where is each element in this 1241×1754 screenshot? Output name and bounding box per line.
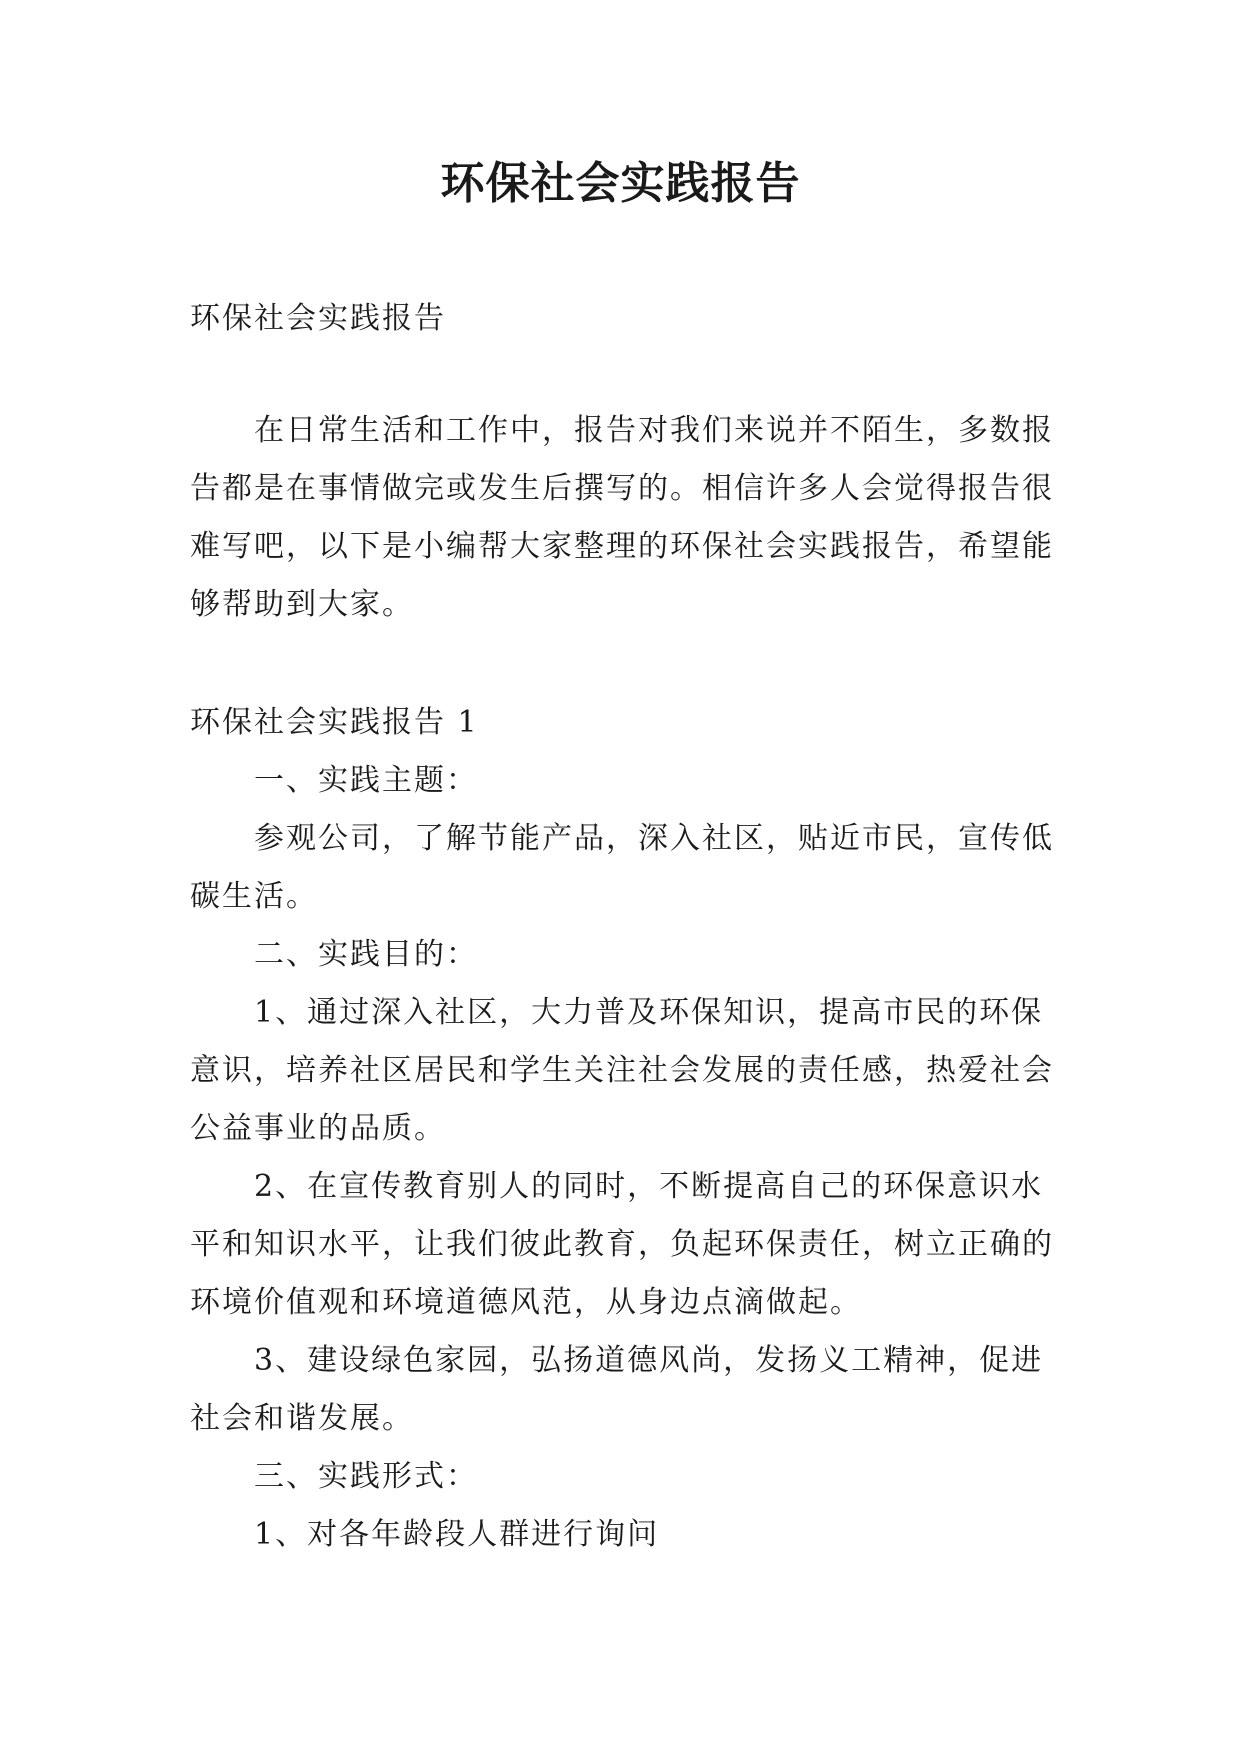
paragraph-practice-theme: 参观公司，了解节能产品，深入社区，贴近市民，宣传低碳生活。 [190, 821, 1054, 914]
heading-practice-theme: 一、实践主题： [254, 763, 478, 798]
heading-practice-purpose: 二、实践目的： [254, 937, 478, 972]
report-section-1 [190, 694, 1070, 1564]
document-title: 环保社会实践报告 [440, 158, 801, 209]
heading-practice-form: 三、实践形式： [254, 1459, 478, 1494]
document-subtitle: 环保社会实践报告 [190, 301, 446, 336]
paragraph-purpose-1: 1、通过深入社区，大力普及环保知识，提高市民的环保意识，培养社区居民和学生关注社会发展的责任感，热爱社会公益事业的品质。 [190, 995, 1054, 1146]
paragraph-purpose-3: 3、建设绿色家园，弘扬道德风尚，发扬义工精神，促进社会和谐发展。 [190, 1343, 1044, 1436]
section-heading: 环保社会实践报告 1 [190, 705, 479, 740]
paragraph-form-1: 1、对各年龄段人群进行询问 [254, 1517, 660, 1552]
intro-paragraph: 在日常生活和工作中，报告对我们来说并不陌生，多数报告都是在事情做完或发生后撰写的。相信许多人会觉得报告很难写吧，以下是小编帮大家整理的环保社会实践报告，希望能够帮助到大家。 [190, 413, 1054, 622]
paragraph-purpose-2: 2、在宣传教育别人的同时，不断提高自己的环保意识水平和知识水平，让我们彼此教育，负起环保责任，树立正确的环境价值观和环境道德风范，从身边点滴做起。 [190, 1169, 1054, 1320]
